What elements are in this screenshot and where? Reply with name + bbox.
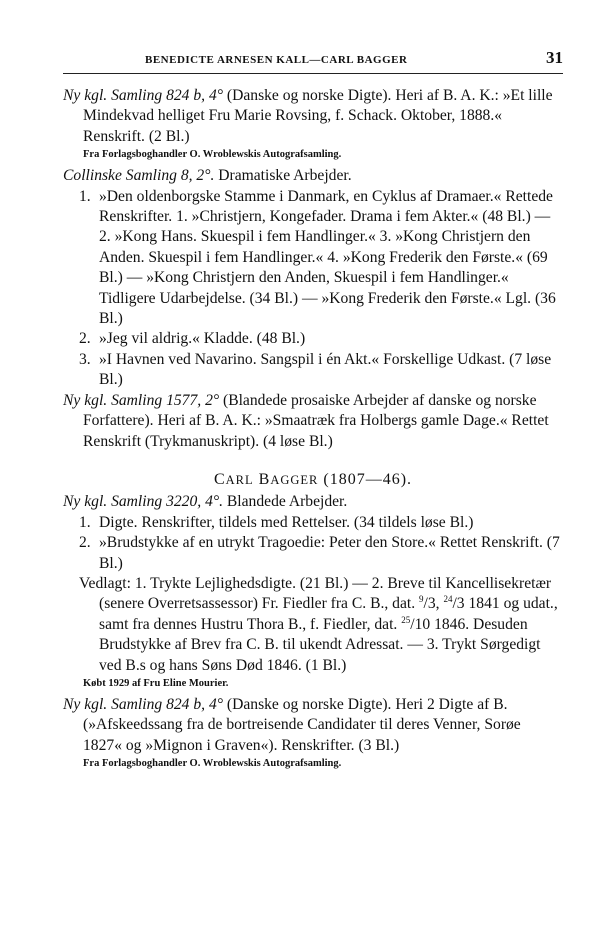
entry-description: (Danske og norske Digte). Heri 2 Digte af B. (»Afskeedssang fra de bortreisende Candidater til deres Venner, Sorøe 1827« og »Mignon i Graven«). Renskrifter. (3 Bl.) <box>83 695 521 754</box>
item-number: 3. <box>79 350 91 368</box>
date-month: /3 <box>423 595 436 613</box>
list-item <box>63 350 563 391</box>
provenance-note: Fra Forlagsboghandler O. Wroblewskis Autografsamling. <box>83 149 342 161</box>
collection-reference: Collinske Samling 8, 2°. <box>63 167 215 185</box>
catalog-entry-collinske-8 <box>63 166 563 186</box>
date-day: 25 <box>401 614 411 625</box>
heading-smallcaps: ARL <box>225 472 254 487</box>
item-number: 1. <box>79 187 91 205</box>
enclosure-text: 1846. Desuden Brudstykke af Brev fra C. B. til ukendt Adressat. — 3. Trykt Sørgedigt ved B.s og hans Søns Død 1846. (1 Bl.) <box>99 615 541 674</box>
date-month: /10 <box>410 615 431 633</box>
page-content <box>63 86 563 772</box>
enclosure-note <box>63 574 563 676</box>
list-item <box>63 513 563 533</box>
heading-initial: B <box>258 470 271 488</box>
entry-description: (Blandede prosaiske Arbejder af danske og norske Forfattere). Heri af B. A. K.: »Smaatræk fra Holbergs gamle Dage.« Rettet Renskrift (Trykmanuskript). (4 løse Bl.) <box>83 391 549 450</box>
heading-smallcaps: AGGER <box>270 472 319 487</box>
section-heading-carl-bagger <box>63 470 563 490</box>
date-month: /3 <box>452 595 465 613</box>
date-day: 24 <box>443 594 453 605</box>
provenance-note: Fra Forlagsboghandler O. Wroblewskis Autografsamling. <box>83 758 342 770</box>
page <box>63 48 563 775</box>
item-text: Digte. Renskrifter, tildels med Rettelser. (34 tildels løse Bl.) <box>99 513 474 531</box>
item-number: 2. <box>79 534 91 552</box>
list-item <box>63 187 563 330</box>
page-number: 31 <box>546 48 563 67</box>
list-item <box>63 329 563 349</box>
item-text: »Jeg vil aldrig.« Kladde. (48 Bl.) <box>99 330 306 348</box>
list-item <box>63 533 563 574</box>
collection-reference: Ny kgl. Samling 824 b, 4° <box>63 695 223 713</box>
running-head: BENEDICTE ARNESEN KALL—CARL BAGGER <box>145 54 408 66</box>
date-day: 9 <box>419 594 424 605</box>
collection-reference: Ny kgl. Samling 824 b, 4° <box>63 87 223 104</box>
catalog-entry-ny-kgl-824b <box>63 86 563 147</box>
collection-reference: Ny kgl. Samling 3220, 4°. <box>63 493 223 511</box>
page-header <box>63 48 563 74</box>
entry-description: (Danske og norske Digte). Heri af B. A. K.: »Et lille Mindekvad helliget Fru Marie Rovsing, f. Schack. Oktober, 1888.« Renskrift. (2 Bl.) <box>83 87 553 145</box>
catalog-entry-ny-kgl-824b-bagger <box>63 695 563 756</box>
item-text: »Brudstykke af en utrykt Tragoedie: Peter den Store.« Rettet Renskrift. (7 Bl.) <box>99 534 560 572</box>
item-number: 1. <box>79 513 91 531</box>
catalog-entry-ny-kgl-1577 <box>63 391 563 452</box>
heading-years: (1807—46). <box>323 470 413 488</box>
item-number: 2. <box>79 330 91 348</box>
date-separator: , <box>435 595 444 613</box>
item-text: »Den oldenborgske Stamme i Danmark, en Cyklus af Dramaer.« Rettede Renskrifter. 1. »Christjern, Kongefader. Drama i fem Akter.« (48 Bl.) — 2. »Kong Hans. Skuespil i fem Handlinger.« 3. »Kong Christjern den Anden. Skuespil i fem Handlinger.« 4. »Kong Frederik den Første.« (69 Bl.) — »Kong Christjern den Anden, Skuespil i fem Handlinger.« Tidligere Udarbejdelse. (34 Bl.) — »Kong Frederik den Første.« Lgl. (36 Bl.) <box>99 187 556 328</box>
entry-description: Blandede Arbejder. <box>223 493 348 511</box>
item-text: »I Havnen ved Navarino. Sangspil i én Akt.« Forskellige Udkast. (7 løse Bl.) <box>99 350 552 389</box>
catalog-entry-ny-kgl-3220 <box>63 492 563 512</box>
entry-description: Dramatiske Arbejder. <box>214 167 352 185</box>
heading-initial: C <box>213 470 226 488</box>
provenance-note: Købt 1929 af Fru Eline Mourier. <box>83 677 229 689</box>
collection-reference: Ny kgl. Samling 1577, 2° <box>63 391 220 409</box>
enclosure-text: Vedlagt: 1. Trykte Lejlighedsdigte. (21 Bl.) — 2. Breve til Kancellisekretær (senere Overretsassessor) Fr. Fiedler fra C. B., dat. <box>79 574 552 613</box>
enclosure-text: 1841 og udat., samt fra dennes Hustru Thora B., f. Fiedler, dat. <box>99 595 558 633</box>
